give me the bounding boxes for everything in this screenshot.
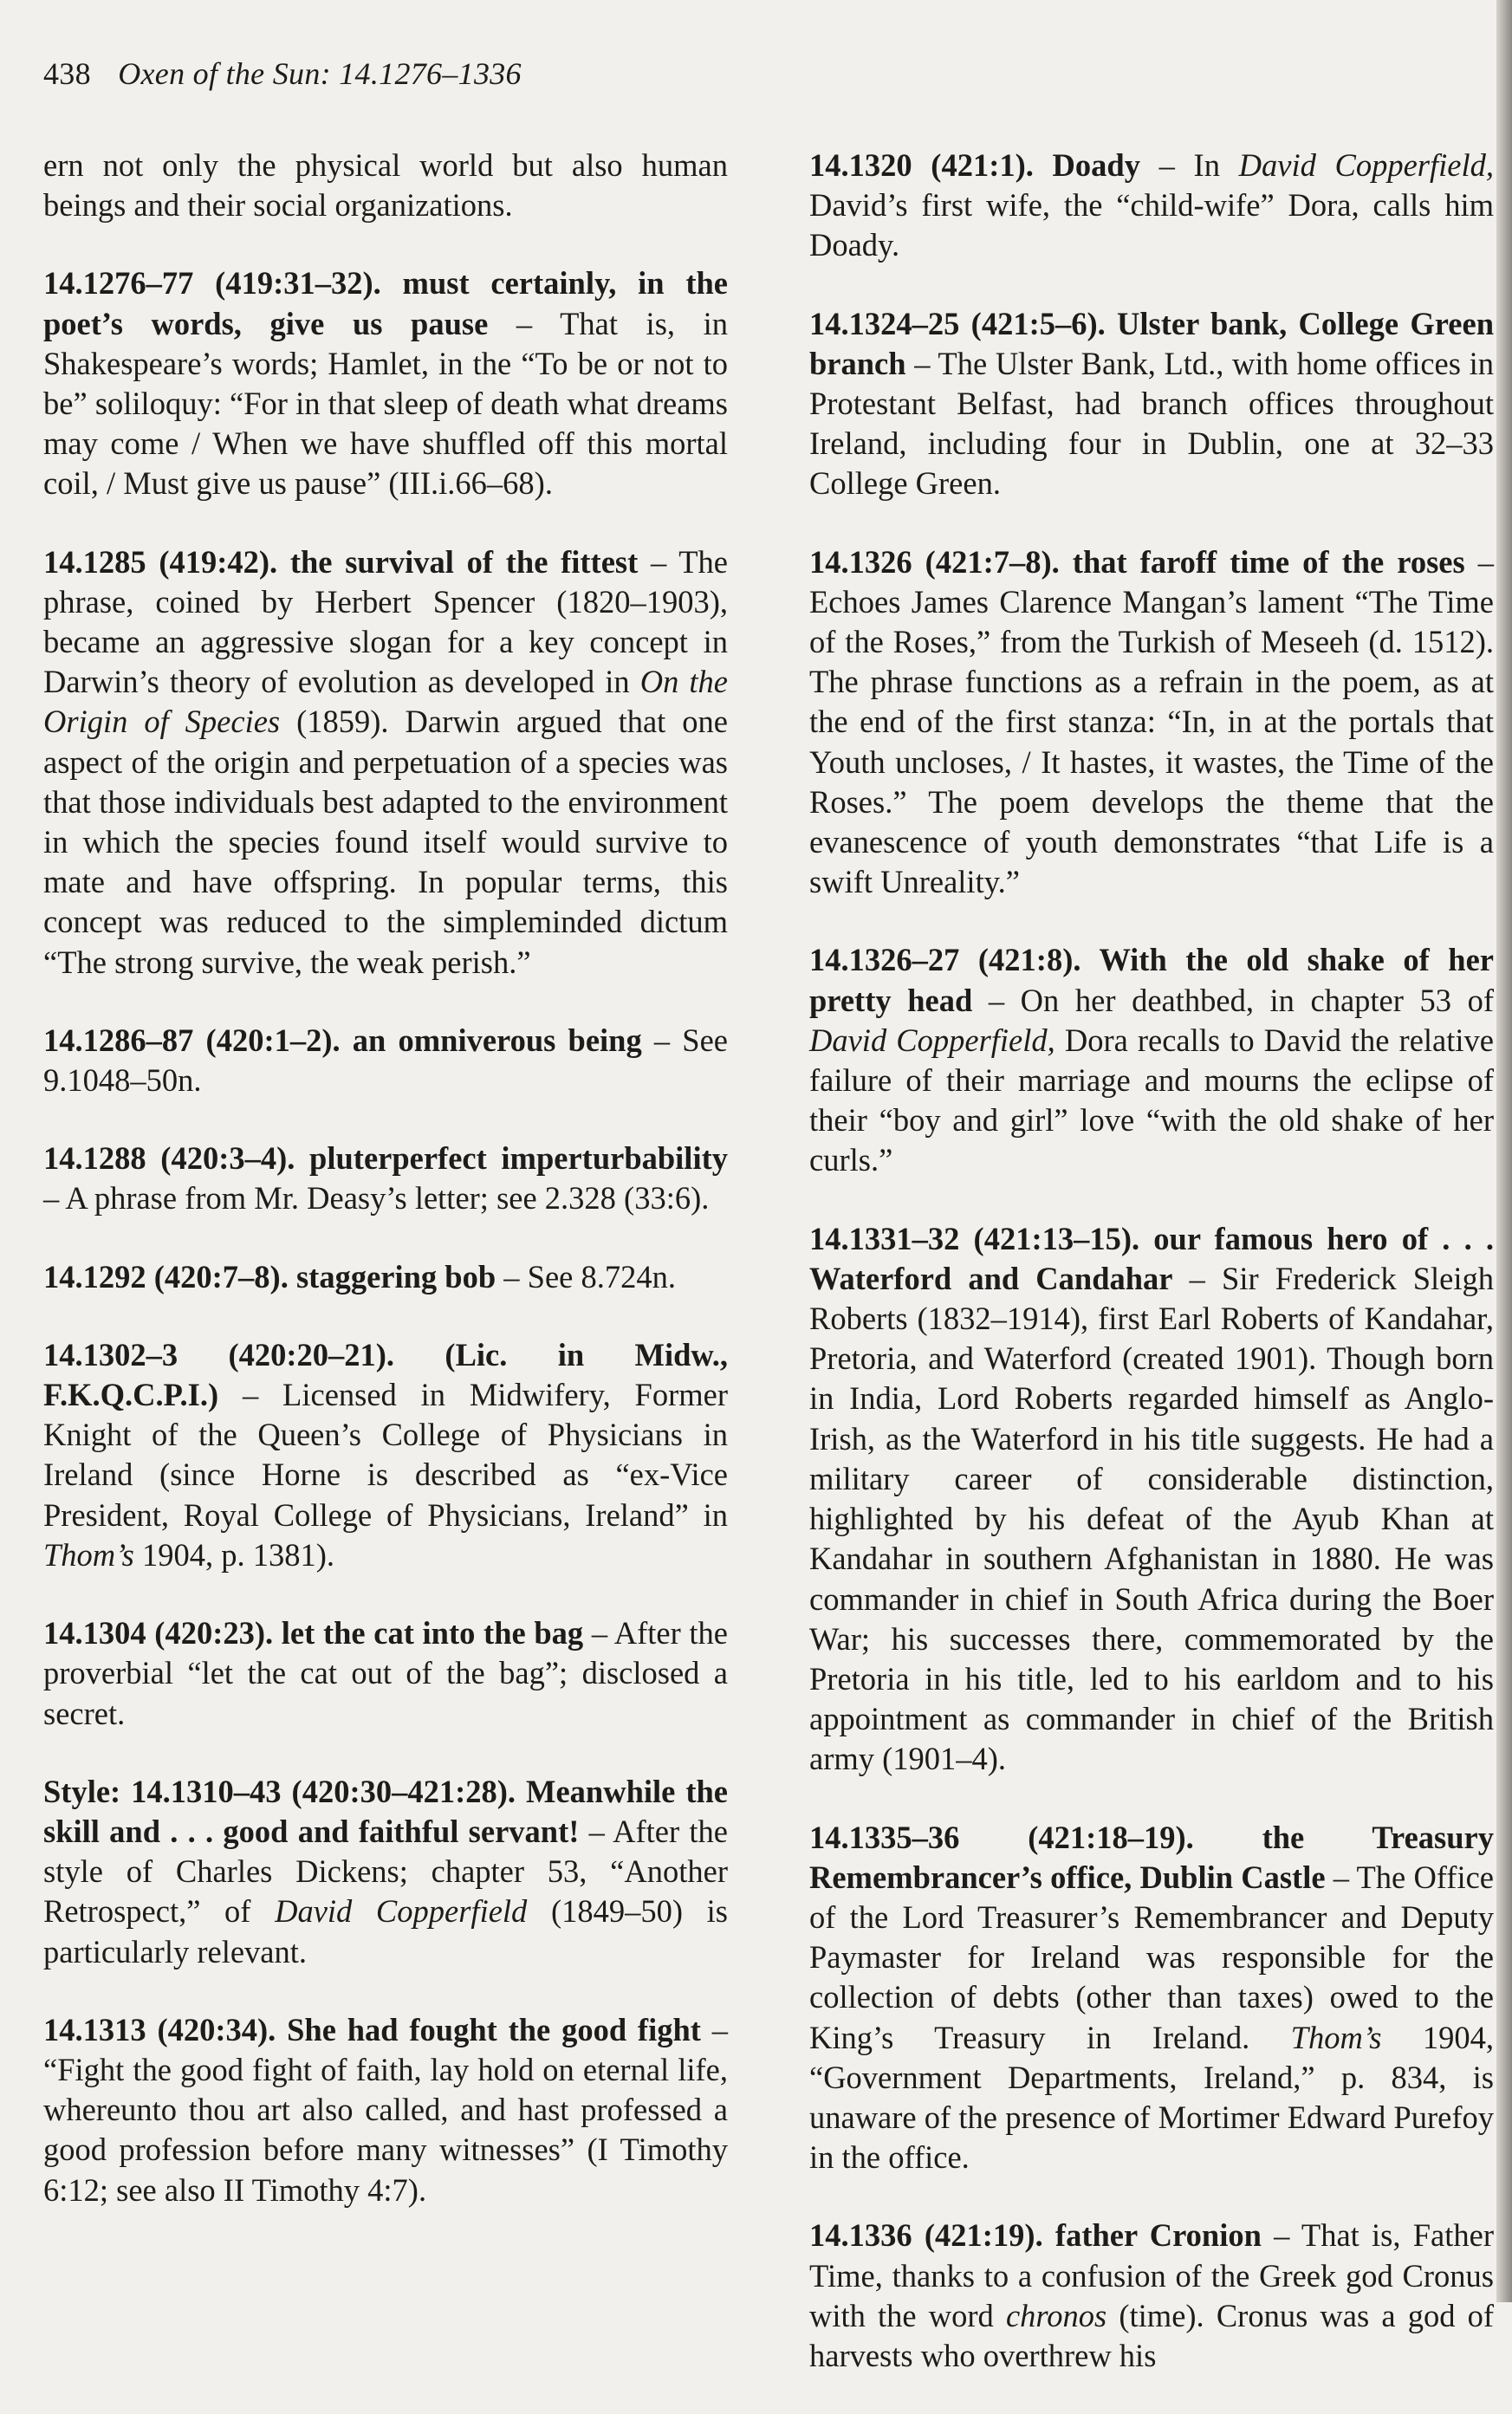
note-entry <box>43 1772 728 1972</box>
entry-text: – On her deathbed, in chapter 53 of <box>972 982 1494 1018</box>
note-entry <box>43 263 728 503</box>
entry-text: 1904, “Government Departments, Ireland,” p. 834, is unaware of the presence of Mortimer Edward Purefoy in the office. <box>809 2019 1495 2176</box>
entry-text: David’s first wife, the “child-wife” Dora, calls him Doady. <box>809 187 1494 263</box>
entry-text: – See 9.1048–50n. <box>43 1022 729 1099</box>
entry-heading: 14.1285 (419:42). the survival of the fittest <box>43 543 639 580</box>
entry-text: – Sir Frederick Sleigh Roberts (1832–1914), first Earl Roberts of Kandahar, Pretoria, and Waterford (created 1901). Though born in India, Lord Roberts regarded himself as Anglo-Irish, as the Waterford in his title suggests. He had a military career of considerable distinction, highlighted by his defeat of the Ayub Khan at Kandahar in southern Afghanistan in 1880. He was commander in chief in South Africa during the Boer War; his successes there, commemorated by the Pretoria in his title, led to his earldom and to his appointment as commander in chief of the British army (1901–4). <box>809 1260 1494 1777</box>
entry-text: – See 8.724n. <box>496 1258 676 1295</box>
entry-text: – After the proverbial “let the cat out of the bag”; disclosed a secret. <box>43 1615 728 1731</box>
note-entry <box>809 146 1494 266</box>
note-entry <box>809 304 1494 504</box>
note-entry <box>43 1021 728 1100</box>
entry-text: – The phrase, coined by Herbert Spencer (1820–1903), became an aggressive slogan for a key concept in Darwin’s theory of evolution as developed in <box>43 543 728 700</box>
entry-heading: 14.1304 (420:23). let the cat into the bag <box>43 1615 584 1652</box>
entry-text: ern not only the physical world but also human beings and their social organizations. <box>43 147 728 224</box>
entry-text: (time). Cronus was a god of harvests who overthrew his <box>809 2297 1494 2373</box>
note-entry <box>809 940 1494 1180</box>
entry-text: – The Ulster Bank, Ltd., with home offices in Protestant Belfast, had branch offices throughout Ireland, including four in Dublin, one at 32–33 College Green. <box>809 345 1494 502</box>
italic-title: David Copperfield, <box>809 1022 1055 1058</box>
entry-text: – Echoes James Clarence Mangan’s lament “The Time of the Roses,” from the Turkish of Meseeh (d. 1512). The phrase functions as a refrain in the poem, as at the end of the first stanza: “In, in at the portals that Youth uncloses, / It hastes, it wastes, the Time of the Roses.” The poem develops the theme that the evanescence of youth demonstrates “that Life is a swift Unreality.” <box>809 543 1494 900</box>
note-entry <box>43 1613 728 1734</box>
page-edge-shadow <box>1496 0 1512 2302</box>
italic-title: chronos <box>1005 2297 1107 2333</box>
note-entry <box>43 1139 728 1218</box>
entry-heading: Style: 14.1310–43 (420:30–421:28). Meanwhile the skill and . . . good and faithful servant! <box>43 1773 728 1849</box>
note-entry <box>43 542 728 983</box>
entry-text: – That is, Father Time, thanks to a confusion of the Greek god Cronus with the word <box>809 2217 1494 2333</box>
entry-text: 1904, p. 1381). <box>133 1536 334 1573</box>
note-entry <box>809 1219 1494 1780</box>
note-entry <box>43 2010 728 2210</box>
running-title: Oxen of the Sun: 14.1276–1336 <box>118 56 522 91</box>
note-entry <box>809 1818 1494 2178</box>
running-head <box>43 55 522 92</box>
entry-text: (1849–50) is particularly relevant. <box>43 1893 728 1969</box>
italic-title: Thom’s <box>1290 2019 1382 2055</box>
entry-text: (1859). Darwin argued that one aspect of the origin and perpetuation of a species was that those individuals best adapted to the environment in which the species found itself would survive to mate and have offspring. In popular terms, this concept was reduced to the simpleminded dictum “The strong survive, the weak perish.” <box>43 704 728 980</box>
continued-paragraph <box>43 146 728 225</box>
entry-text: – A phrase from Mr. Deasy’s letter; see 2.328 (33:6). <box>43 1180 710 1217</box>
page-number: 438 <box>43 56 91 91</box>
italic-title: Thom’s <box>43 1536 134 1573</box>
entry-heading: 14.1335–36 (421:18–19). the Treasury Remembrancer’s office, Dublin Castle <box>809 1819 1494 1895</box>
right-column <box>809 146 1494 2414</box>
entry-heading: 14.1331–32 (421:13–15). our famous hero of . . . Waterford and Candahar <box>809 1220 1494 1296</box>
note-entry <box>809 2216 1494 2376</box>
entry-text: – “Fight the good fight of faith, lay hold on eternal life, whereunto thou art also called, and hast professed a good profession before many witnesses” (I Timothy 6:12; see also II Timothy 4:7). <box>43 2011 729 2208</box>
entry-text: – In <box>1139 147 1239 183</box>
entry-heading: 14.1286–87 (420:1–2). an omniverous being <box>43 1022 642 1058</box>
left-column <box>43 146 728 2249</box>
entry-heading: 14.1324–25 (421:5–6). Ulster bank, College Green branch <box>809 305 1494 381</box>
entry-heading: 14.1326–27 (421:8). With the old shake of her pretty head <box>809 942 1494 1018</box>
note-entry <box>43 1257 728 1297</box>
entry-heading: 14.1288 (420:3–4). pluterperfect imperturbability <box>43 1140 728 1177</box>
entry-heading: 14.1302–3 (420:20–21). (Lic. in Midw., F.K.Q.C.P.I.) <box>43 1336 728 1413</box>
entry-heading: 14.1276–77 (419:31–32). must certainly, in the poet’s words, give us pause <box>43 265 728 341</box>
italic-title: On the Origin of Species <box>43 664 729 740</box>
entry-text: Dora recalls to David the relative failure of their marriage and mourns the eclipse of their “boy and girl” love “with the old shake of her curls.” <box>809 1022 1494 1178</box>
note-entry <box>43 1335 728 1575</box>
entry-heading: 14.1320 (421:1). Doady <box>809 147 1140 183</box>
entry-text: – Licensed in Midwifery, Former Knight of the Queen’s College of Physicians in Ireland (since Horne is described as “ex-Vice President, Royal College of Physicians, Ireland” in <box>43 1377 728 1533</box>
entry-text: – The Office of the Lord Treasurer’s Remembrancer and Deputy Paymaster for Ireland was responsible for the collection of debts (other than taxes) owed to the King’s Treasury in Ireland. <box>809 1859 1494 2055</box>
entry-heading: 14.1292 (420:7–8). staggering bob <box>43 1258 496 1295</box>
entry-text: – After the style of Charles Dickens; chapter 53, “Another Retrospect,” of <box>43 1813 729 1930</box>
italic-title: David Copperfield, <box>1238 147 1495 183</box>
entry-text: – That is, in Shakespeare’s words; Hamlet, in the “To be or not to be” soliloquy: “For in that sleep of death what dreams may come / When we have shuffled off this mortal coil, / Must give us pause” (III.i.66–68). <box>43 305 729 502</box>
entry-heading: 14.1326 (421:7–8). that faroff time of the roses <box>809 543 1465 580</box>
note-entry <box>809 542 1494 903</box>
entry-heading: 14.1336 (421:19). father Cronion <box>809 2217 1262 2254</box>
entry-heading: 14.1313 (420:34). She had fought the good fight <box>43 2011 701 2047</box>
italic-title: David Copperfield <box>275 1893 528 1930</box>
